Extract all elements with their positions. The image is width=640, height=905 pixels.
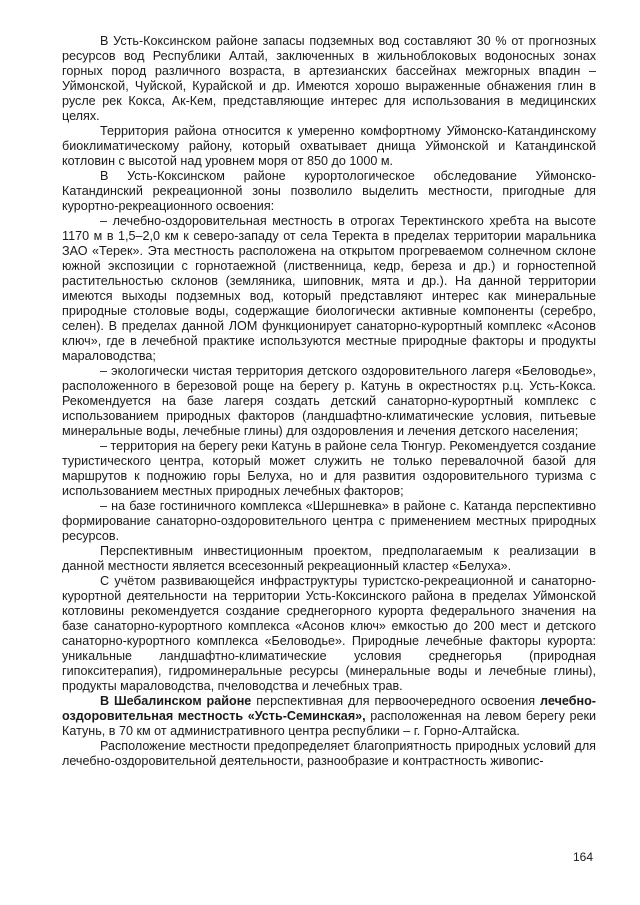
bold-district-name: В Шебалинском районе (100, 694, 252, 708)
document-page (62, 34, 596, 769)
paragraph-text: расположенная на левом берегу реки Катунь, в 70 км от административного центра республики – г. Горно-Алтайска. (62, 709, 596, 738)
paragraph-groundwater: В Усть-Коксинском районе запасы подземных вод составляют 30 % от прогнозных ресурсов вод Республики Алтай, заключенных в жильноблоковых водоносных зонах горных пород различного возраста, в артезианских бассейнах межгорных впадин – Уймонской, Чуйской, Курайской и др. Имеются хорошо выраженные обнажения глин в русле рек Кокса, Ак-Кем, представляющие интерес для использования в медицинских целях. (62, 34, 596, 123)
paragraph-terekta-locality: – лечебно-оздоровительная местность в отрогах Теректинского хребта на высоте 1170 м в 1,5–2,0 км к северо-западу от села Теректа в пределах территории маральника ЗАО «Терек». Эта местность расположена на открытом прогреваемом солнечном склоне южной экспозиции с горнотаежной (лиственница, кедр, береза и др.) и горностепной растительностью склонов (земляника, шиповник, мята и др.). На данной территории имеются выходы подземных вод, который представляют интерес как минеральные природные столовые воды, содержащие биологически активные компоненты (серебро, селен). В пределах данной ЛОМ функционирует санаторно-курортный комплекс «Асонов ключ», где в лечебной практике используются местные природные факторы и продукты мараловодства; (62, 214, 596, 363)
paragraph-tyungur-territory: – территория на берегу реки Катунь в районе села Тюнгур. Рекомендуется создание туристического центра, который может служить не только перевалочной базой для маршрутов к подножию горы Белуха, но и для развития оздоровительного туризма с использованием местных природных лечебных факторов; (62, 439, 596, 498)
page-number: 164 (572, 850, 593, 864)
paragraph-shershnevka-complex: – на базе гостиничного комплекса «Шершневка» в районе с. Катанда перспективно формирование санаторно-оздоровительного центра с применением местных природных ресурсов. (62, 499, 596, 543)
paragraph-belovodye-camp: – экологически чистая территория детского оздоровительного лагеря «Беловодье», расположенного в березовой роще на берегу р. Катунь в окрестностях р.ц. Усть-Кокса. Рекомендуется на базе лагеря создать детский санаторно-курортный комплекс с использованием природных факторов (ландшафтно-климатические условия, питьевые минеральные воды, лечебные глины) для оздоровления и лечения детского населения; (62, 364, 596, 438)
paragraph-shebalino-district (62, 694, 596, 739)
paragraph-resort-proposal: С учётом развивающейся инфраструктуры туристско-рекреационной и санаторно-курортной деятельности на территории Усть-Коксинского района в пределах Уймонской котловины рекомендуется создание среднегорного курорта федерального значения на базе санаторно-курортного комплекса «Асонов ключ» емкостью до 200 мест и детского санаторно-курортного комплекса «Беловодье». Природные лечебные факторы курорта: уникальные ландшафтно-климатические условия среднегорья (природная гипокситерапия), гидроминеральные ресурсы (минеральные воды и лечебные глины), продукты мараловодства, пчеловодства и лечебных трав. (62, 574, 596, 693)
paragraph-climate-zone: Территория района относится к умеренно комфортному Уймонско-Катандинскому биоклиматическому району, который охватывает днища Уймонской и Катандинской котловин с высотой над уровнем моря от 850 до 1000 м. (62, 124, 596, 168)
paragraph-location-conditions: Расположение местности предопределяет благоприятность природных условий для лечебно-оздоровительной деятельности, разнообразие и контрастность живопис- (62, 739, 596, 768)
paragraph-survey-intro: В Усть-Коксинском районе курортологическое обследование Уймонско-Катандинский рекреационной зоны позволило выделить местности, пригодные для курортно-рекреационного освоения: (62, 169, 596, 213)
paragraph-belukha-cluster: Перспективным инвестиционным проектом, предполагаемым к реализации в данной местности является всесезонный рекреационный кластер «Белуха». (62, 544, 596, 573)
paragraph-text: перспективная для первоочередного освоения (251, 694, 541, 708)
bold-locality-name: лечебно-оздоровительная местность «Усть-Семинская», (62, 694, 596, 723)
